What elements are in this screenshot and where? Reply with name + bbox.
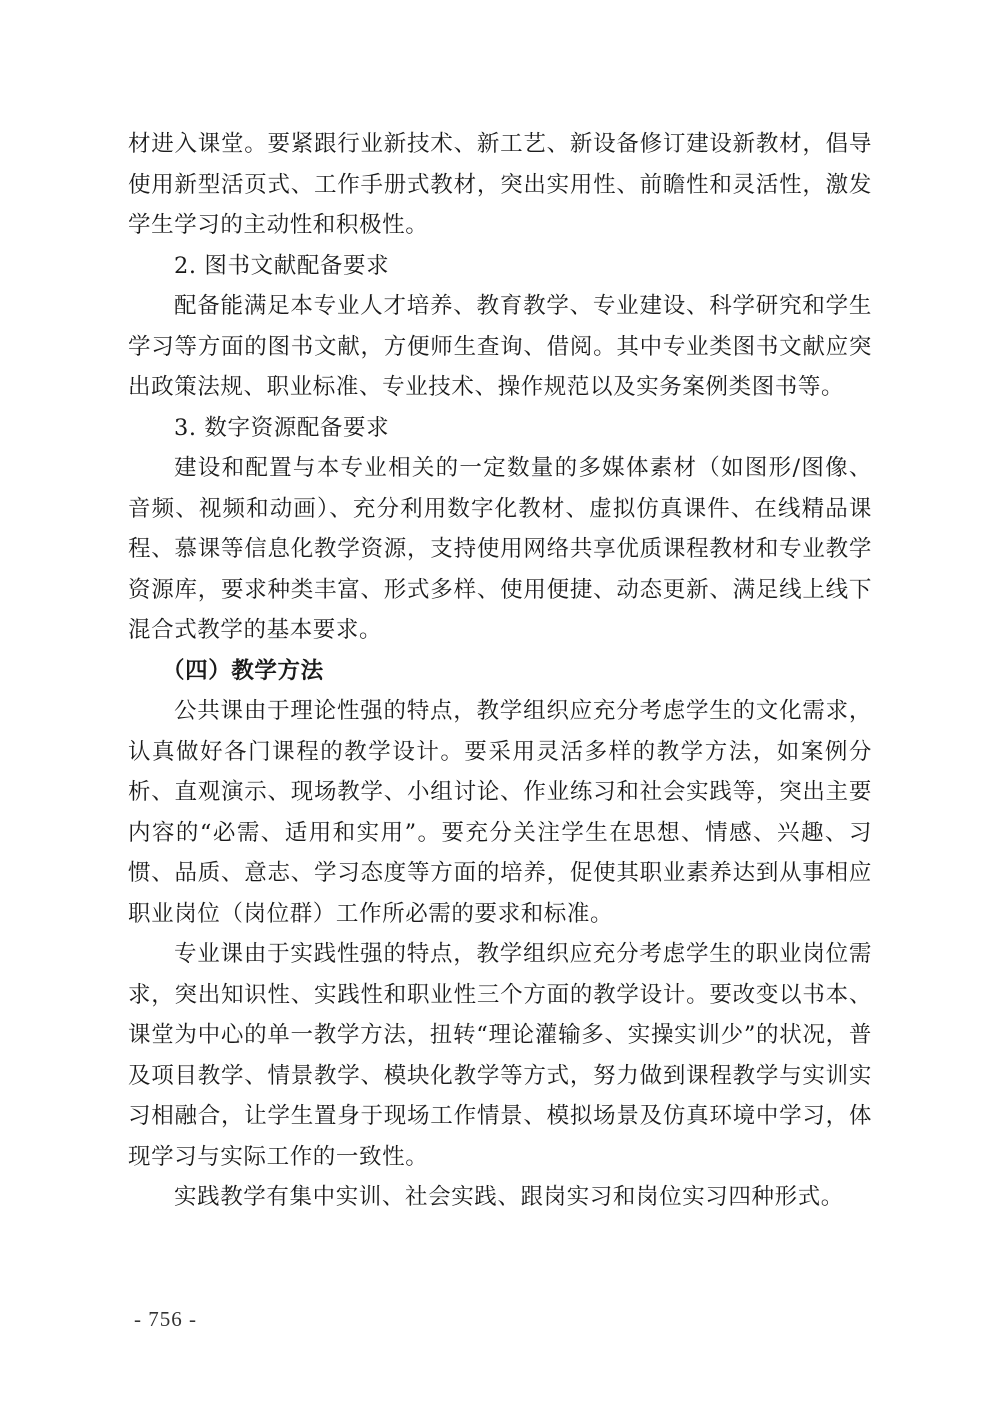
document-body [128,124,872,1218]
paragraph-public-courses: 公共课由于理论性强的特点，教学组织应充分考虑学生的文化需求，认真做好各门课程的教学设计。要采用灵活多样的教学方法，如案例分析、直观演示、现场教学、小组讨论、作业练习和社会实践等，突出主要内容的“必需、适用和实用”。要充分关注学生在思想、情感、兴趣、习惯、品质、意志、学习态度等方面的培养，促使其职业素养达到从事相应职业岗位（岗位群）工作所必需的要求和标准。 [128,698,872,927]
subheading-digital-resources: 3. 数字资源配备要求 [174,414,390,441]
paragraph-textbook-continuation: 材进入课堂。要紧跟行业新技术、新工艺、新设备修订建设新教材，倡导使用新型活页式、工作手册式教材，突出实用性、前瞻性和灵活性，激发学生学习的主动性和积极性。 [128,131,872,238]
paragraph-library-resources: 配备能满足本专业人才培养、教育教学、专业建设、科学研究和学生学习等方面的图书文献，方便师生查询、借阅。其中专业类图书文献应突出政策法规、职业标准、专业技术、操作规范以及实务案例类图书等。 [128,293,872,400]
paragraph-major-courses: 专业课由于实践性强的特点，教学组织应充分考虑学生的职业岗位需求，突出知识性、实践性和职业性三个方面的教学设计。要改变以书本、课堂为中心的单一教学方法，扭转“理论灌输多、实操实训少”的状况，普及项目教学、情景教学、模块化教学等方式，努力做到课程教学与实训实习相融合，让学生置身于现场工作情景、模拟场景及仿真环境中学习，体现学习与实际工作的一致性。 [128,941,872,1170]
paragraph-practical-teaching: 实践教学有集中实训、社会实践、跟岗实习和岗位实习四种形式。 [174,1184,844,1210]
section-heading-teaching-methods: （四）教学方法 [162,657,324,684]
page-number: - 756 - [134,1307,197,1331]
paragraph-digital-resources: 建设和配置与本专业相关的一定数量的多媒体素材（如图形/图像、音频、视频和动画）、充分利用数字化教材、虚拟仿真课件、在线精品课程、慕课等信息化教学资源，支持使用网络共享优质课程教材和专业教学资源库，要求种类丰富、形式多样、使用便捷、动态更新、满足线上线下混合式教学的基本要求。 [128,455,872,643]
subheading-library-resources: 2. 图书文献配备要求 [174,252,390,279]
